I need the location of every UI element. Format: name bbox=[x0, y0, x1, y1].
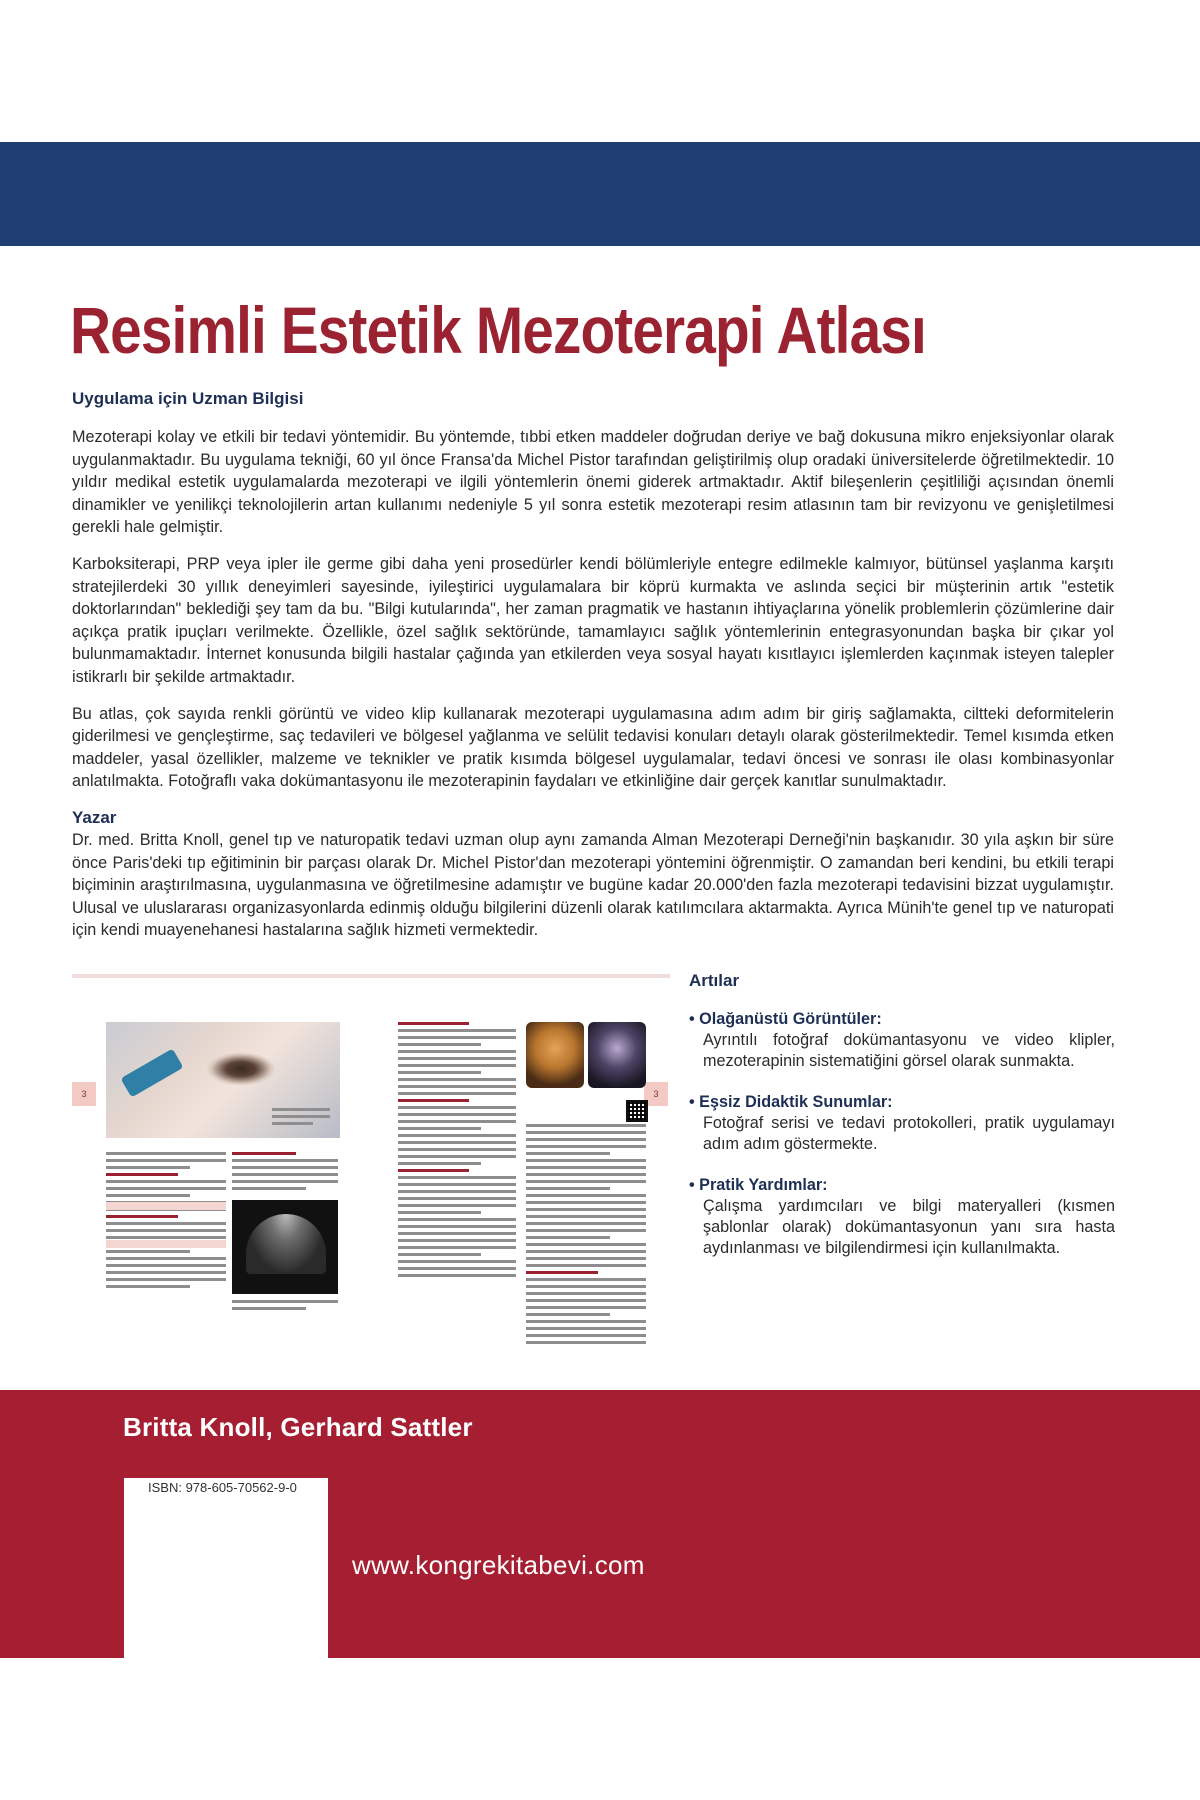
sample-page-spread bbox=[72, 972, 670, 1340]
advantage-item bbox=[689, 1009, 1115, 1072]
ultrasound-scan bbox=[246, 1214, 326, 1274]
eye-illustration bbox=[206, 1052, 276, 1086]
description-section bbox=[72, 388, 1114, 942]
advantages-heading: Artılar bbox=[689, 971, 740, 990]
top-color-band bbox=[0, 142, 1200, 246]
right-page-col2-lines bbox=[526, 1124, 646, 1348]
isbn-box bbox=[124, 1478, 328, 1660]
paragraph-intro: Mezoterapi kolay ve etkili bir tedavi yöntemidir. Bu yöntemde, tıbbi etken maddeler doğrudan deriye ve bağ dokusuna mikro enjeksiyonlar olarak uygulanmaktadır. Bu uygulama tekniği, 60 yıl önce Fransa'da Michel Pistor tarafından geliştirilmiş olup oradaki üniversitelerde öğretilmektedir. 10 yıldır medikal estetik uygulamalarda mezoterapi ve ilgili yöntemlerin önemi giderek artmaktadır. Aktif bileşenlerin çeşitliliği açısından önemli dinamikler ve yenilikçi teknolojilerin artan kullanımı nedeniyle 5 yıl sonra estetik mezoterapi resim atlasının tam bir revizyonu ve genişletilmesi gerekli hale gelmiştir. bbox=[72, 428, 1114, 537]
subtitle: Uygulama için Uzman Bilgisi bbox=[72, 389, 304, 408]
book-title: Resimli Estetik Mezoterapi Atlası bbox=[70, 293, 926, 367]
paragraph-atlas: Bu atlas, çok sayıda renkli görüntü ve video klip kullanarak mezoterapi uygulamasına adım adım bir giriş sağlamakta, ciltteki deformitelerin giderilmesi ve gençleştirme, saç tedavileri ve bölgesel yağlanma ve selülit tedavisi konuları detaylı olarak gösterilmektedir. Temel kısımda etken maddeler, yasal özellikler, malzeme ve teknikler ve pratik kısımda bölgesel uygulamalar, tedavi öncesi ve sonrası ile olası kombinasyonlar anlatılmakta. Fotoğraflı vaka dokümantasyonu ile mezoterapinin faydaları ve etkinliğine dair gerçek kanıtlar sunulmaktadır. bbox=[72, 704, 1114, 791]
photo-caption-lines bbox=[272, 1108, 330, 1129]
advantage-label-text: Olağanüstü Görüntüler: bbox=[699, 1010, 882, 1028]
advantage-item bbox=[689, 1092, 1115, 1155]
isbn: ISBN: 978-605-70562-9-0 bbox=[148, 1480, 297, 1495]
advantage-label-text: Eşsiz Didaktik Sunumlar: bbox=[699, 1093, 893, 1111]
authors: Britta Knoll, Gerhard Sattler bbox=[123, 1412, 473, 1442]
advantage-desc: Çalışma yardımcıları ve bilgi materyalleri (kısmen şablonlar olarak) dokümantasyonun yanı sıra hasta aydınlanması ve bilgilendirmesi için kullanılmakta. bbox=[703, 1197, 1115, 1257]
advantages-section bbox=[689, 970, 1115, 1279]
device-photo-2 bbox=[588, 1022, 646, 1088]
info-box-bar-2 bbox=[106, 1240, 226, 1248]
right-page-col1-lines bbox=[398, 1022, 516, 1281]
advantage-label: • Olağanüstü Görüntüler: bbox=[689, 1010, 882, 1028]
right-column-text-lines bbox=[232, 1152, 338, 1194]
advantage-label: • Eşsiz Didaktik Sunumlar: bbox=[689, 1093, 893, 1111]
ultrasound-image bbox=[232, 1200, 338, 1294]
ultrasound-caption-lines bbox=[232, 1300, 338, 1314]
advantage-item bbox=[689, 1175, 1115, 1259]
chapter-tab-left: 3 bbox=[72, 1082, 96, 1106]
advantage-desc: Fotoğraf serisi ve tedavi protokolleri, pratik uygulamayı adım adım göstermekte. bbox=[703, 1114, 1115, 1153]
spread-left-page bbox=[72, 982, 368, 1340]
paragraph-procedures: Karboksiterapi, PRP veya ipler ile germe gibi daha yeni prosedürler kendi bölümleriyle entegre edilmekle kalmıyor, bütünsel yaşlanma karşıtı stratejilerdeki 30 yıllık deneyimleri sayesinde, iyileştirici uygulamalara bir köprü kurmakta ve aslında seçici bir müşterinin artık "estetik doktorlarından" beklediği şey tam da bu. "Bilgi kutularında", her zaman pragmatik ve hastanın ihtiyaçlarına yönelik problemlerin çözümlerine dair açıkça pratik ipuçları verilmekte. Özellikle, özel sağlık sektöründe, tamamlayıcı sağlık yöntemlerinin entegrasyonundan başka bir çıkar yol bulunmamaktadır. İnternet konusunda bilgili hastalar çağında yan etkilerden veya sosyal hayatı kısıtlayıcı işlemlerden kaçınmak isteyen talepler istikrarlı bir şekilde artmaktadır. bbox=[72, 554, 1114, 686]
author-heading: Yazar bbox=[72, 807, 117, 827]
left-column-text-lines bbox=[106, 1152, 226, 1292]
author-bio: Dr. med. Britta Knoll, genel tıp ve naturopatik tedavi uzman olup aynı zamanda Alman Mezoterapi Derneği'nin başkanıdır. 30 yıla aşkın bir süre önce Paris'deki tıp eğitiminin bir parçası olarak Dr. Michel Pistor'dan mezoterapi yöntemini öğrenmiştir. O zamandan beri kendini, bu etkili terapi biçiminin araştırılmasına, uygulanmasına ve öğretilmesine adamıştır ve bugüne kadar 20.000'den fazla mezoterapi tedavisini bizzat uygulamıştır. Ulusal ve uluslararası organizasyonlarda edinmiş olduğu bilgilerini düzenli olarak katılımcılara aktarmakta. Ayrıca Münih'te genel tıp ve naturopati için kendi muayenehanesi hastalarına sağlık hizmeti vermektedir. bbox=[72, 830, 1114, 940]
chapter-tab-right: 3 bbox=[644, 1082, 668, 1106]
advantage-label-text: Pratik Yardımlar: bbox=[699, 1176, 828, 1194]
info-box-bar bbox=[106, 1202, 226, 1210]
spread-right-page bbox=[374, 982, 670, 1340]
spread-top-rule bbox=[72, 974, 670, 978]
advantage-label: • Pratik Yardımlar: bbox=[689, 1176, 828, 1194]
qr-code bbox=[626, 1100, 648, 1122]
syringe-illustration bbox=[121, 1048, 184, 1097]
device-photo-1 bbox=[526, 1022, 584, 1088]
publisher-website: www.kongrekitabevi.com bbox=[352, 1550, 645, 1580]
advantage-desc: Ayrıntılı fotoğraf dokümantasyonu ve video klipler, mezoterapinin sistematiğini görsel olarak sunmakta. bbox=[703, 1031, 1115, 1070]
